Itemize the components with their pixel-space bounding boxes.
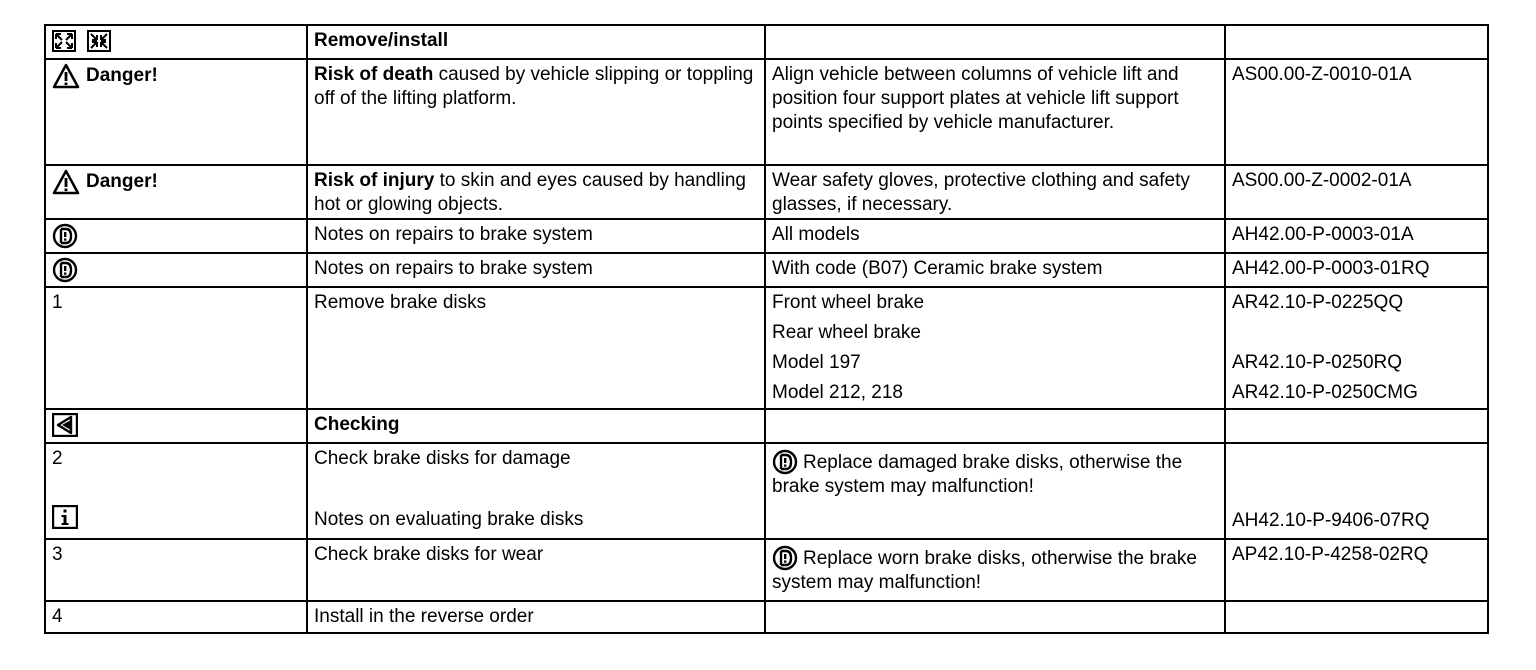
step-number: 1: [45, 287, 307, 409]
danger-text: Danger!: [86, 171, 158, 192]
notes-circle-icon: [52, 223, 78, 249]
check-arrow-icon: [52, 413, 78, 437]
reference-link[interactable]: AP42.10-P-4258-02RQ: [1225, 539, 1488, 601]
warning-triangle-icon: [52, 63, 80, 89]
expand-icon: [52, 30, 76, 52]
warning-triangle-icon: [52, 169, 80, 195]
step-number: 2: [52, 448, 63, 469]
danger-label: [52, 63, 158, 89]
notes-circle-icon: [52, 257, 78, 283]
description-cell: [765, 539, 1225, 601]
caution-circle-icon: [772, 545, 798, 571]
variant-line: Model 197: [772, 352, 861, 373]
hazard-cell: [307, 59, 765, 165]
reference-cell: [1225, 25, 1488, 59]
step-icons-cell: [45, 25, 307, 59]
hazard-title: Risk of injury: [314, 170, 435, 191]
collapse-icon: [87, 30, 111, 52]
reference-blank: [1232, 321, 1481, 345]
icon-cell: [45, 409, 307, 443]
description-cell: All models: [765, 219, 1225, 253]
section-title: Remove/install: [307, 25, 765, 59]
info-icon: [52, 505, 78, 529]
hazard-title: Risk of death: [314, 64, 434, 85]
table-row: [45, 219, 1488, 253]
reference-link[interactable]: AR42.10-P-0225QQ: [1232, 292, 1404, 313]
reference-link[interactable]: AS00.00-Z-0002-01A: [1225, 165, 1488, 219]
table-row: [45, 443, 1488, 539]
variant-line: Front wheel brake: [772, 292, 925, 313]
table-row: [45, 253, 1488, 287]
caution-text: Replace damaged brake disks, otherwise the brake system may malfunction!: [772, 452, 1183, 497]
description-cell: Wear safety gloves, protective clothing and safety glasses, if necessary.: [765, 165, 1225, 219]
danger-text: Danger!: [86, 65, 158, 86]
caution-circle-icon: [772, 449, 798, 475]
danger-cell: [45, 59, 307, 165]
step-text: Notes on repairs to brake system: [307, 253, 765, 287]
step-number-cell: [45, 443, 307, 539]
step-number: 4: [45, 601, 307, 633]
table-row: [45, 539, 1488, 601]
description-cell: With code (B07) Ceramic brake system: [765, 253, 1225, 287]
table-row: [45, 601, 1488, 633]
icon-cell: [45, 219, 307, 253]
step-number: 3: [45, 539, 307, 601]
description-cell: [765, 287, 1225, 409]
caution-text: Replace worn brake disks, otherwise the brake system may malfunction!: [772, 548, 1197, 593]
step-text-cell: [307, 443, 765, 539]
danger-label: [52, 169, 158, 195]
table-row: [45, 409, 1488, 443]
hazard-text: to skin and eyes caused by handling hot or glowing objects.: [314, 170, 746, 215]
reference-cell: [1225, 409, 1488, 443]
table-row: [45, 59, 1488, 165]
step-text: Check brake disks for wear: [307, 539, 765, 601]
table-row: [45, 165, 1488, 219]
description-cell: [765, 25, 1225, 59]
reference-link[interactable]: AH42.00-P-0003-01A: [1225, 219, 1488, 253]
hazard-cell: [307, 165, 765, 219]
reference-link[interactable]: AH42.10-P-9406-07RQ: [1232, 510, 1430, 531]
hazard-text: caused by vehicle slipping or toppling off of the lifting platform.: [314, 64, 754, 109]
reference-link[interactable]: AH42.00-P-0003-01RQ: [1225, 253, 1488, 287]
description-cell: [765, 601, 1225, 633]
reference-link[interactable]: AS00.00-Z-0010-01A: [1225, 59, 1488, 165]
info-text: Notes on evaluating brake disks: [314, 509, 584, 530]
section-title: Checking: [307, 409, 765, 443]
reference-cell: [1225, 443, 1488, 539]
step-text: Remove brake disks: [307, 287, 765, 409]
description-cell: [765, 443, 1225, 539]
reference-link[interactable]: AR42.10-P-0250CMG: [1232, 382, 1418, 403]
step-text: Install in the reverse order: [307, 601, 765, 633]
step-text: Notes on repairs to brake system: [307, 219, 765, 253]
procedure-table: [44, 24, 1489, 634]
reference-link[interactable]: AR42.10-P-0250RQ: [1232, 352, 1403, 373]
table-row: [45, 287, 1488, 409]
reference-cell: [1225, 287, 1488, 409]
variant-line: Rear wheel brake: [772, 322, 921, 343]
table-row: [45, 25, 1488, 59]
reference-cell: [1225, 601, 1488, 633]
danger-cell: [45, 165, 307, 219]
icon-cell: [45, 253, 307, 287]
description-cell: [765, 409, 1225, 443]
description-cell: Align vehicle between columns of vehicle lift and position four support plates at vehicle lift support points specified by vehicle manufacturer.: [765, 59, 1225, 165]
step-text: Check brake disks for damage: [314, 448, 571, 469]
variant-line: Model 212, 218: [772, 382, 903, 403]
